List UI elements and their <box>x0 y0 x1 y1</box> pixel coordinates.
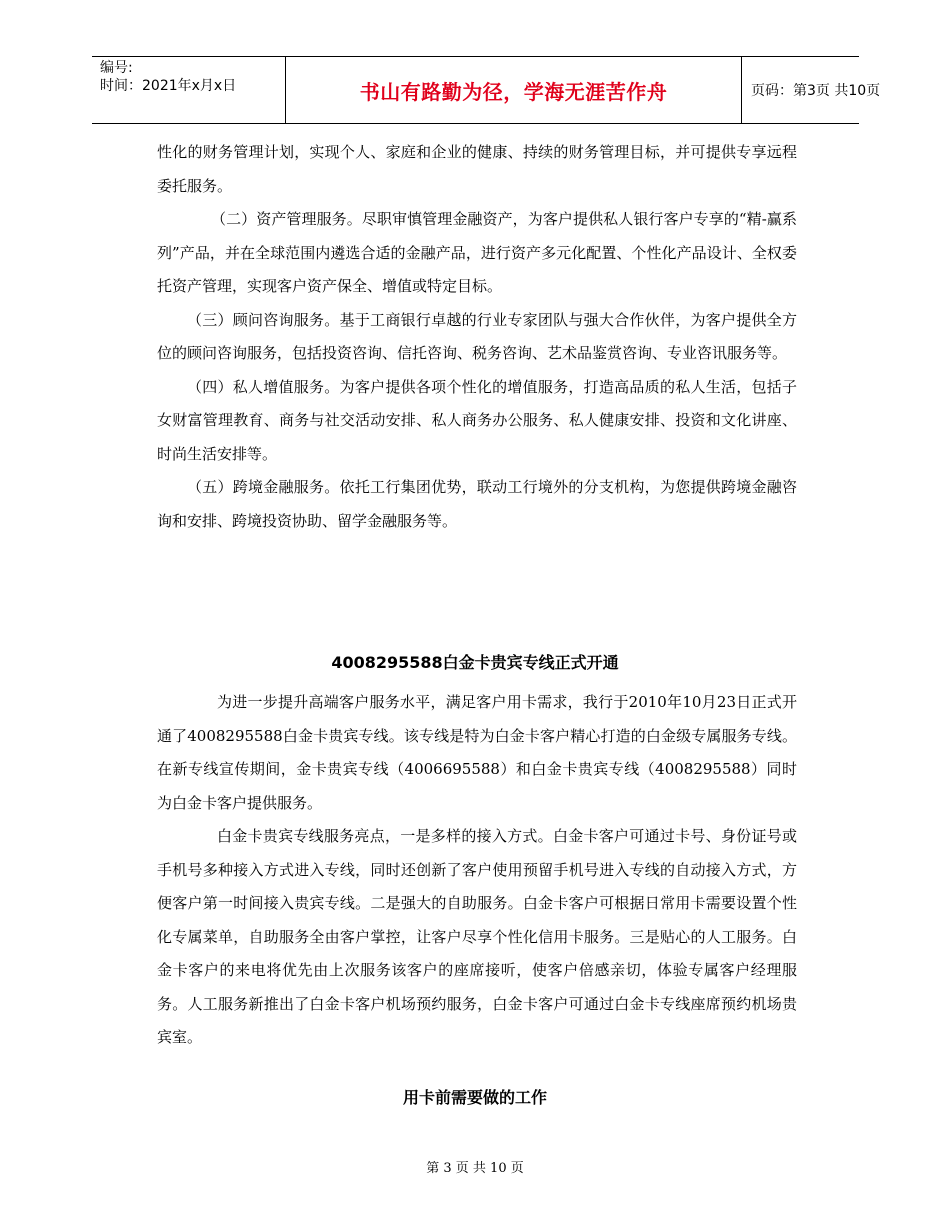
page-header <box>92 56 881 124</box>
paragraph: 为进一步提升高端客户服务水平，满足客户用卡需求，我行于2010年10月23日正式开通了4008295588白金卡贵宾专线。该专线是特为白金卡客户精心打造的白金级专属服务专线。在新专线宣传期间，金卡贵宾专线（4006695588）和白金卡贵宾专线（4008295588）同时为白金卡客户提供服务。 <box>157 693 797 812</box>
header-time-label: 时间：2021年x月x日 <box>100 78 237 94</box>
paragraph: （三）顾问咨询服务。基于工商银行卓越的行业专家团队与强大合作伙伴，为客户提供全方位的顾问咨询服务，包括投资咨询、信托咨询、税务咨询、艺术品鉴赏咨询、专业咨讯服务等。 <box>157 310 797 362</box>
paragraph: （五）跨境金融服务。依托工行集团优势，联动工行境外的分支机构，为您提供跨境金融咨询和安排、跨境投资协助、留学金融服务等。 <box>157 478 797 530</box>
section-3-title: 用卡前需要做的工作 <box>402 1088 547 1107</box>
paragraph: （二）资产管理服务。尽职审慎管理金融资产，为客户提供私人银行客户专享的“精-赢系列”产品，并在全球范围内遴选合适的金融产品，进行资产多元化配置、个性化产品设计、全权委托资产管理，实现客户资产保全、增值或特定目标。 <box>157 210 797 295</box>
paragraph: 性化的财务管理计划，实现个人、家庭和企业的健康、持续的财务管理目标，并可提供专享远程委托服务。 <box>157 143 797 195</box>
paragraph: （四）私人增值服务。为客户提供各项个性化的增值服务，打造高品质的私人生活，包括子女财富管理教育、商务与社交活动安排、私人商务办公服务、私人健康安排、投资和文化讲座、时尚生活安排等。 <box>157 377 797 463</box>
header-page-code: 页码：第3页 共10页 <box>751 83 881 99</box>
page-footer: 第 3 页 共 10 页 <box>426 1161 524 1176</box>
header-page-cell <box>741 57 881 123</box>
section-1-body <box>157 136 797 538</box>
section-2-title: 4008295588白金卡贵宾专线正式开通 <box>331 653 619 672</box>
header-number-label: 编号: <box>100 60 133 76</box>
header-left-cell <box>92 57 285 123</box>
section-2-body <box>157 686 797 1055</box>
header-motto: 书山有路勤为径，学海无涯苦作舟 <box>359 79 668 104</box>
paragraph: 白金卡贵宾专线服务亮点，一是多样的接入方式。白金卡客户可通过卡号、身份证号或手机号多种接入方式进入专线，同时还创新了客户使用预留手机号进入专线的自动接入方式，方便客户第一时间接入贵宾专线。二是强大的自助服务。白金卡客户可根据日常用卡需要设置个性化专属菜单，自助服务全由客户掌控，让客户尽享个性化信用卡服务。三是贴心的人工服务。白金卡客户的来电将优先由上次服务该客户的座席接听，使客户倍感亲切，体验专属客户经理服务。人工服务新推出了白金卡客户机场预约服务，白金卡客户可通过白金卡专线座席预约机场贵宾室。 <box>157 827 797 1046</box>
header-motto-cell <box>285 57 742 123</box>
